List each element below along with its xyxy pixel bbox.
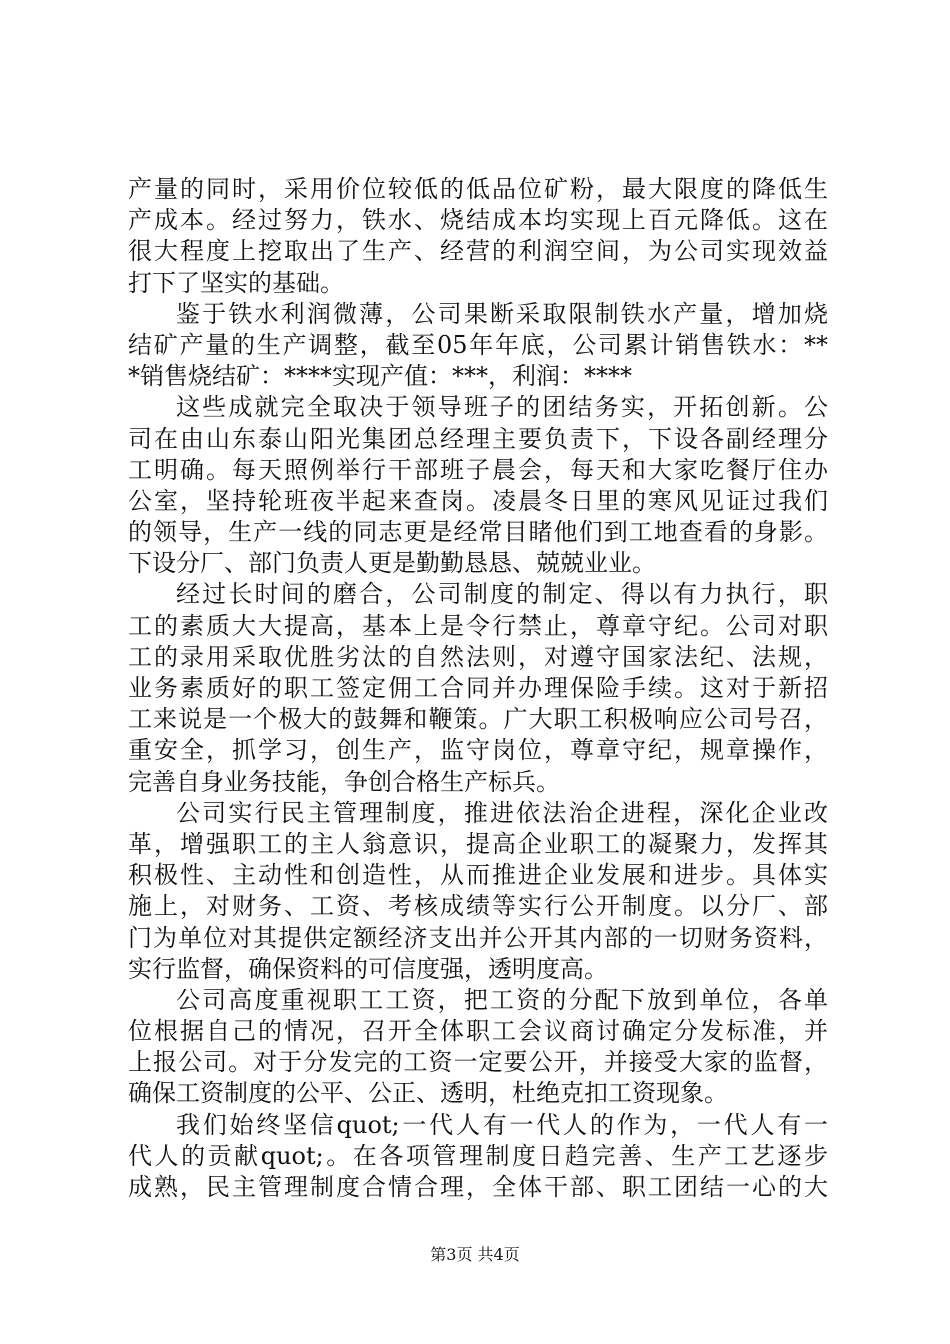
text-line: 工来说是一个极大的鼓舞和鞭策。广大职工积极响应公司号召， (128, 705, 828, 734)
text-line: 打下了坚实的基础。 (128, 268, 344, 297)
text-line: 产成本。经过努力，铁水、烧结成本均实现上百元降低。这在 (128, 206, 828, 235)
text-line: 工的素质大大提高，基本上是令行禁止，尊章守纪。公司对职 (128, 611, 828, 640)
page-footer: 第3页 共4页 (430, 1245, 520, 1264)
text-line: 积极性、主动性和创造性，从而推进企业发展和进步。具体实 (128, 861, 828, 890)
text-line: 这些成就完全取决于领导班子的团结务实，开拓创新。公 (176, 393, 828, 422)
text-line: 成熟，民主管理制度合情合理，全体干部、职工团结一心的大 (128, 1173, 828, 1201)
text-line: 位根据自己的情况，召开全体职工会议商讨确定分发标准，并 (128, 1017, 828, 1046)
text-line: 鉴于铁水利润微薄，公司果断采取限制铁水产量，增加烧 (176, 299, 828, 328)
text-line: 产量的同时，采用价位较低的低品位矿粉，最大限度的降低生 (128, 175, 828, 203)
text-line: 公司实行民主管理制度，推进依法治企进程，深化企业改 (176, 798, 828, 827)
text-line: 下设分厂、部门负责人更是勤勤恳恳、兢兢业业。 (128, 549, 656, 578)
text-line: 完善自身业务技能，争创合格生产标兵。 (128, 767, 560, 796)
text-line: 我们始终坚信quot;一代人有一代人的作为，一代人有一 (176, 1110, 828, 1139)
text-line: 很大程度上挖取出了生产、经营的利润空间，为公司实现效益 (128, 237, 828, 266)
document-body (128, 174, 828, 1203)
text-line: 门为单位对其提供定额经济支出并公开其内部的一切财务资料， (128, 923, 828, 952)
text-line: 确保工资制度的公平、公正、透明，杜绝克扣工资现象。 (128, 1079, 728, 1108)
text-line: 工的录用采取优胜劣汰的自然法则，对遵守国家法纪、法规， (128, 642, 828, 671)
text-line: 司在由山东泰山阳光集团总经理主要负责下，下设各副经理分 (128, 424, 828, 453)
text-line: 业务素质好的职工签定佣工合同并办理保险手续。这对于新招 (128, 674, 828, 702)
text-line: 上报公司。对于分发完的工资一定要公开，并接受大家的监督， (128, 1048, 828, 1077)
text-line: 革，增强职工的主人翁意识，提高企业职工的凝聚力，发挥其 (128, 829, 828, 858)
text-line: 结矿产量的生产调整，截至05年年底，公司累计销售铁水：** (128, 330, 828, 359)
text-line: 工明确。每天照例举行干部班子晨会，每天和大家吃餐厅住办 (128, 455, 828, 484)
text-line: 公室，坚持轮班夜半起来查岗。凌晨冬日里的寒风见证过我们 (128, 486, 828, 515)
text-line: 重安全，抓学习，创生产，监守岗位，尊章守纪，规章操作， (128, 736, 828, 765)
text-line: 经过长时间的磨合，公司制度的制定、得以有力执行，职 (176, 580, 828, 609)
text-line: *销售烧结矿：****实现产值：***，利润：**** (128, 362, 632, 391)
text-line: 代人的贡献quot;。在各项管理制度日趋完善、生产工艺逐步 (128, 1141, 828, 1170)
text-line: 的领导，生产一线的同志更是经常目睹他们到工地查看的身影。 (128, 518, 828, 547)
text-line: 实行监督，确保资料的可信度强，透明度高。 (128, 954, 608, 983)
text-line: 公司高度重视职工工资，把工资的分配下放到单位，各单 (176, 985, 828, 1014)
text-line: 施上，对财务、工资、考核成绩等实行公开制度。以分厂、部 (128, 892, 828, 921)
